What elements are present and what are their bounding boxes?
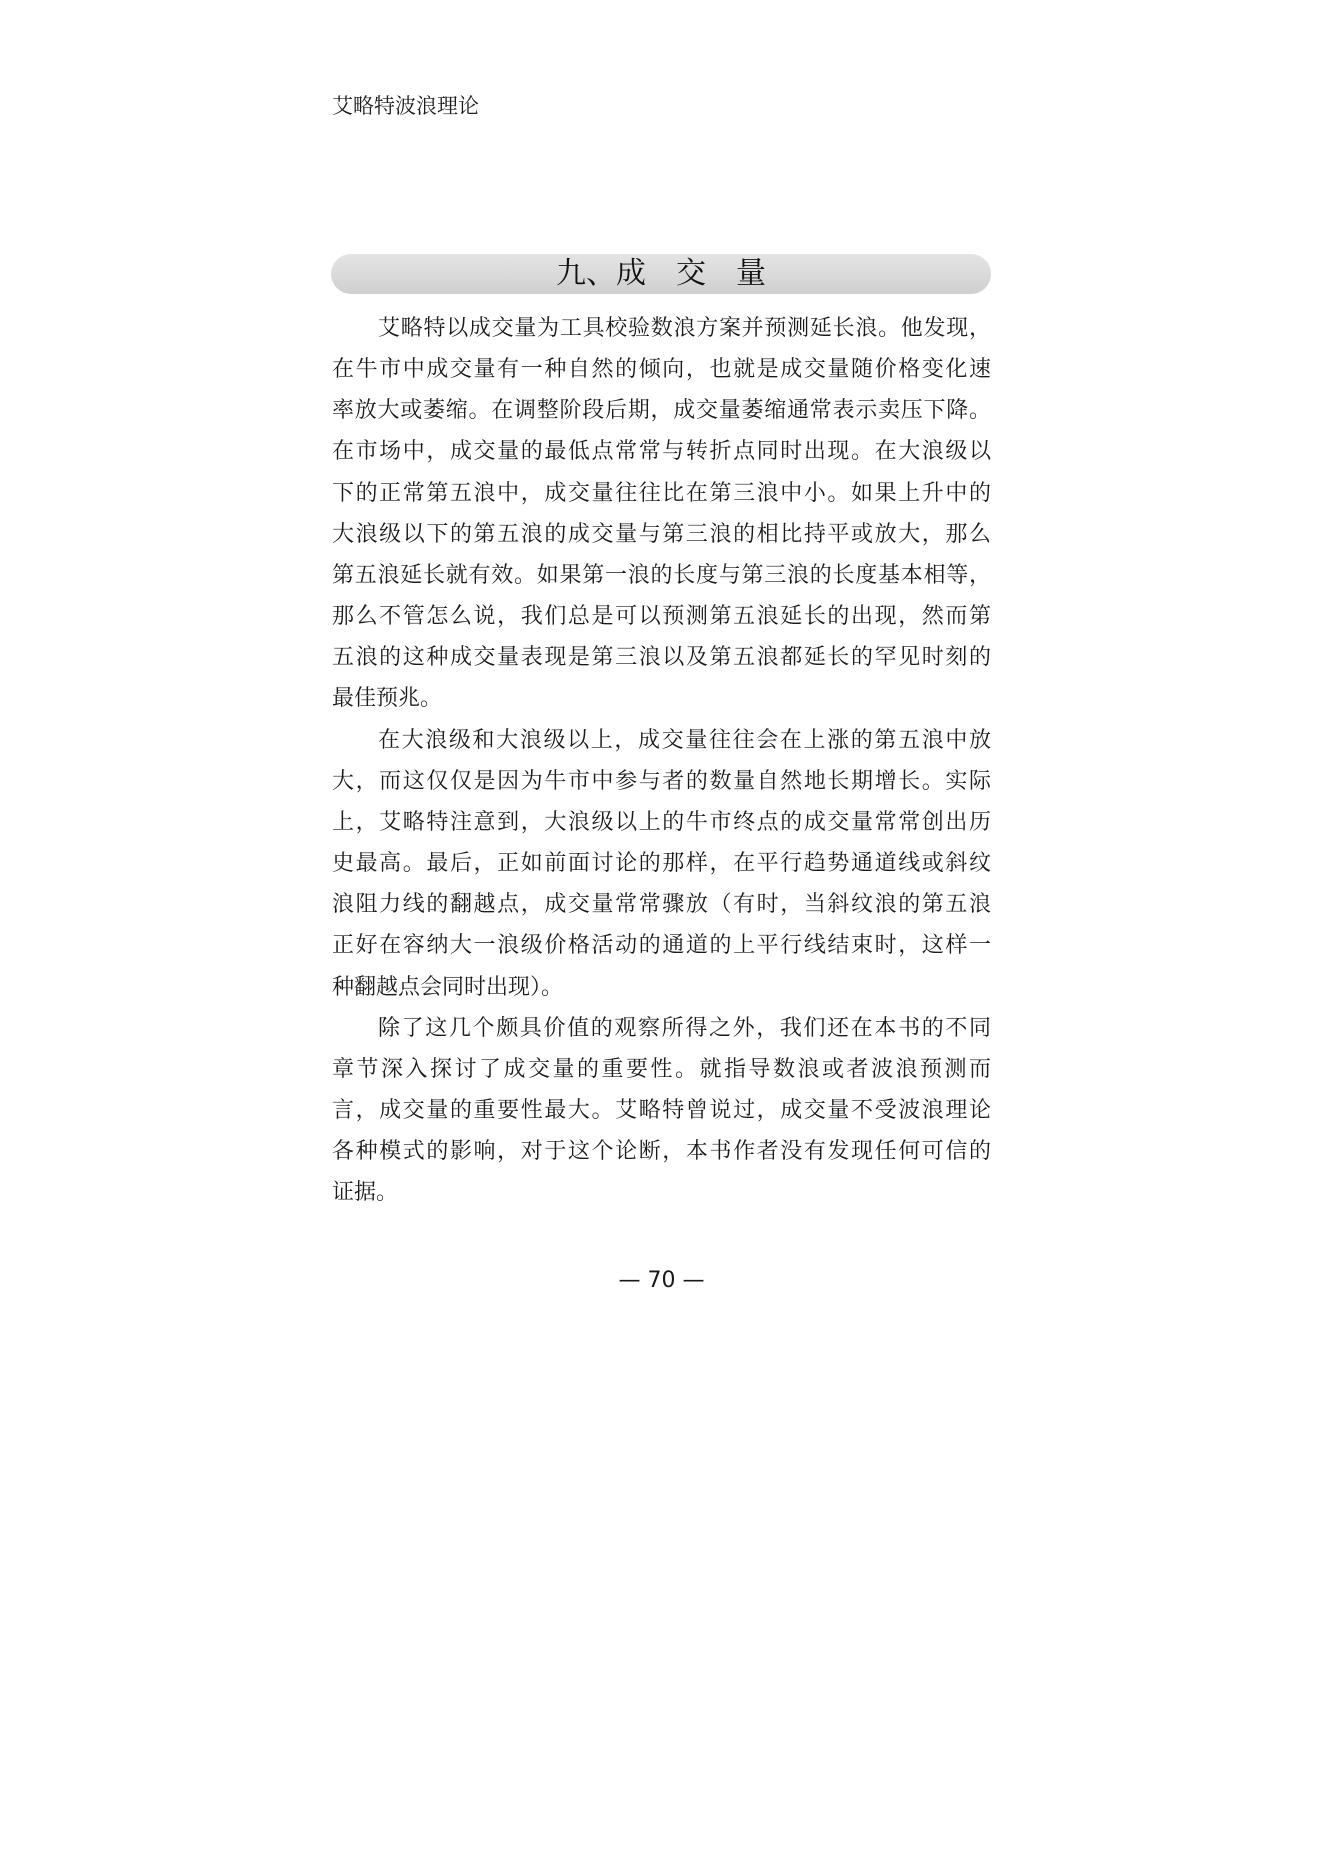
text-line: 在大浪级和大浪级以上，成交量往往会在上涨的第五浪中放	[378, 727, 991, 753]
text-line: 大，而这仅仅是因为牛市中参与者的数量自然地长期增长。实际	[332, 768, 991, 794]
text-line: 除了这几个颇具价值的观察所得之外，我们还在本书的不同	[378, 1015, 991, 1041]
section-title-bar	[331, 254, 991, 294]
text-line: 种翻越点会同时出现）。	[332, 974, 564, 1000]
body-text	[332, 308, 991, 1213]
text-line: 在牛市中成交量有一种自然的倾向，也就是成交量随价格变化速	[332, 357, 991, 383]
text-line: 那么不管怎么说，我们总是可以预测第五浪延长的出现，然而第	[332, 604, 991, 630]
text-line: 浪阻力线的翻越点，成交量常常骤放（有时，当斜纹浪的第五浪	[332, 892, 991, 918]
text-line: 最佳预兆。	[332, 686, 443, 712]
text-line: 言，成交量的重要性最大。艾略特曾说过，成交量不受波浪理论	[332, 1097, 991, 1123]
text-line: 史最高。最后，正如前面讨论的那样，在平行趋势通道线或斜纹	[332, 851, 991, 877]
text-line: 率放大或萎缩。在调整阶段后期，成交量萎缩通常表示卖压下降。	[332, 398, 991, 424]
paragraph	[332, 1008, 991, 1214]
text-line: 证据。	[332, 1180, 399, 1206]
text-line: 大浪级以下的第五浪的成交量与第三浪的相比持平或放大，那么	[332, 521, 991, 547]
text-line: 第五浪延长就有效。如果第一浪的长度与第三浪的长度基本相等，	[332, 562, 991, 588]
text-line: 在市场中，成交量的最低点常常与转折点同时出现。在大浪级以	[332, 439, 991, 465]
paragraph	[332, 720, 991, 1008]
running-head: 艾略特波浪理论	[332, 94, 479, 118]
text-line: 下的正常第五浪中，成交量往往比在第三浪中小。如果上升中的	[332, 480, 991, 506]
text-line: 艾略特以成交量为工具校验数浪方案并预测延长浪。他发现，	[378, 316, 991, 341]
page-number: — 70 —	[618, 1268, 705, 1293]
paragraph	[332, 308, 991, 720]
text-line: 章节深入探讨了成交量的重要性。就指导数浪或者波浪预测而	[332, 1056, 991, 1082]
section-title: 九、成 交 量	[556, 256, 766, 291]
text-line: 正好在容纳大一浪级价格活动的通道的上平行线结束时，这样一	[332, 933, 991, 959]
text-line: 五浪的这种成交量表现是第三浪以及第五浪都延长的罕见时刻的	[332, 645, 991, 671]
text-line: 上，艾略特注意到，大浪级以上的牛市终点的成交量常常创出历	[332, 809, 991, 835]
text-line: 各种模式的影响，对于这个论断，本书作者没有发现任何可信的	[332, 1139, 991, 1165]
